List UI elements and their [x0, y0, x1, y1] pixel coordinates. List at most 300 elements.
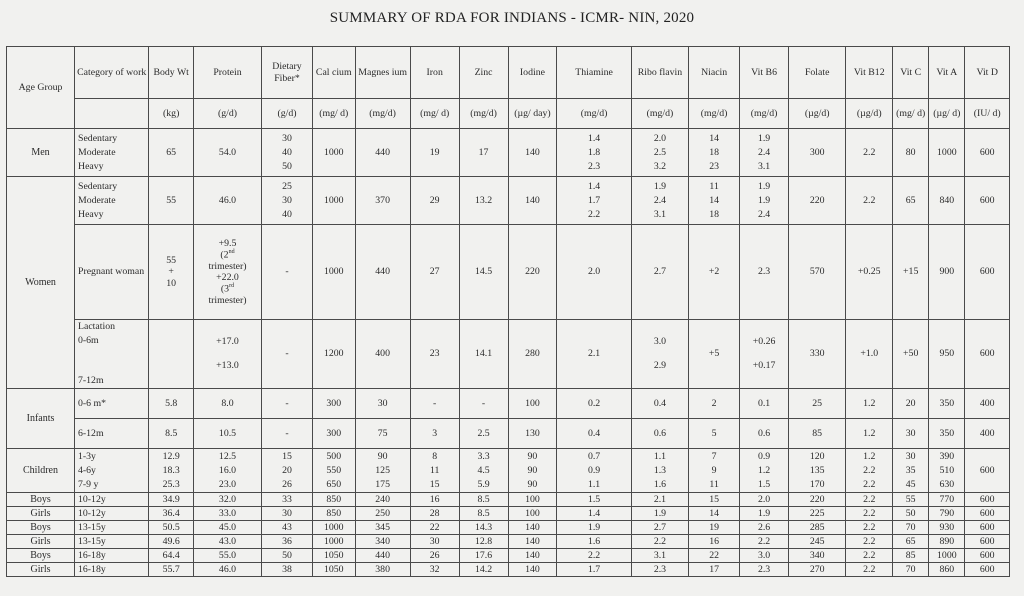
cell-value: +17.0	[216, 336, 239, 347]
women-folate: 220	[789, 177, 846, 225]
table-row	[7, 419, 1010, 449]
cell-value: 23	[709, 160, 720, 172]
infant-protein: 10.5	[194, 419, 262, 449]
men-vitc: 80	[893, 129, 929, 177]
cell-b12: 2.2	[846, 507, 893, 521]
cell-value: 2.2	[863, 478, 876, 490]
cell-iron: 22	[410, 521, 459, 535]
cell-value: 90	[527, 464, 538, 476]
cell-zinc: 14.2	[459, 563, 508, 577]
header-vit-d: Vit D	[965, 47, 1010, 99]
cell-value: 1.2	[863, 450, 876, 462]
cell-iron: 30	[410, 535, 459, 549]
cell-b6: 2.3	[740, 563, 789, 577]
lactation-iodine: 280	[508, 320, 557, 389]
cell-value: 510	[939, 464, 955, 476]
cell-zinc: 17.6	[459, 549, 508, 563]
cell-vita: 890	[929, 535, 965, 549]
children-vitd: 600	[965, 449, 1010, 493]
cell-thiamine: 1.9	[557, 521, 631, 535]
cell-value: 23.0	[218, 478, 237, 490]
cell-value: 175	[375, 478, 390, 490]
men-b6	[740, 129, 789, 177]
cell-value: 90	[377, 450, 388, 462]
cell-value: 30	[282, 132, 292, 144]
trimester-note: (2nd	[220, 249, 235, 261]
cell-niacin: 22	[689, 549, 740, 563]
group-label: Boys	[7, 521, 75, 535]
cell-folate: 245	[789, 535, 846, 549]
infant-vitd: 400	[965, 419, 1010, 449]
infant-iodine: 130	[508, 419, 557, 449]
cell-protein: 43.0	[194, 535, 262, 549]
women-b12: 2.2	[846, 177, 893, 225]
category-label: Heavy	[78, 160, 104, 172]
cell-vita: 930	[929, 521, 965, 535]
cell-value: 20	[282, 464, 292, 476]
cell-protein: 46.0	[194, 563, 262, 577]
women-magnesium: 370	[355, 177, 410, 225]
women-thiamine	[557, 177, 631, 225]
infant-zinc: -	[459, 389, 508, 419]
cell-folate: 225	[789, 507, 846, 521]
infant-calcium: 300	[313, 389, 356, 419]
children-calcium	[313, 449, 356, 493]
infant-iron: 3	[410, 419, 459, 449]
cell-value: 10	[166, 277, 177, 289]
table-row	[7, 535, 1010, 549]
cell-zinc: 12.8	[459, 535, 508, 549]
lactation-vita: 950	[929, 320, 965, 389]
men-thiamine	[557, 129, 631, 177]
cell-riboflavin: 2.7	[631, 521, 688, 535]
cell-value: 1.5	[757, 478, 771, 490]
cell-vitc: 55	[893, 493, 929, 507]
cell-value: 30	[905, 450, 916, 462]
cell-folate: 340	[789, 549, 846, 563]
lactation-iron: 23	[410, 320, 459, 389]
children-thiamine	[557, 449, 631, 493]
men-iron: 19	[410, 129, 459, 177]
unit-niacin: (mg/d)	[689, 99, 740, 129]
infant-vita: 350	[929, 419, 965, 449]
cell-protein: 55.0	[194, 549, 262, 563]
cell-iodine: 140	[508, 535, 557, 549]
children-bodywt	[149, 449, 194, 493]
header-vit-b12: Vit B12	[846, 47, 893, 99]
cell-vitd: 600	[965, 535, 1010, 549]
table-row	[7, 225, 1010, 320]
category-label: 4-6y	[78, 464, 96, 476]
unit-iron: (mg/ d)	[410, 99, 459, 129]
cell-bodywt: 55.7	[149, 563, 194, 577]
category-label: Sedentary	[78, 132, 118, 144]
cell-b6: 2.0	[740, 493, 789, 507]
cell-iodine: 140	[508, 549, 557, 563]
cell-fiber: 36	[262, 535, 313, 549]
cell-value: 3.2	[653, 160, 667, 172]
children-riboflavin	[631, 449, 688, 493]
pregnant-vitd: 600	[965, 225, 1010, 320]
category-label: Sedentary	[78, 180, 118, 192]
cell-value: 0.7	[587, 450, 601, 462]
pregnant-protein	[194, 225, 262, 320]
lactation-folate: 330	[789, 320, 846, 389]
cell-value: 55	[166, 255, 177, 267]
pregnant-b6: 2.3	[740, 225, 789, 320]
children-iodine	[508, 449, 557, 493]
cell-magnesium: 250	[355, 507, 410, 521]
cell-value: 125	[375, 464, 390, 476]
unit-vit-c: (mg/ d)	[893, 99, 929, 129]
pregnant-riboflavin: 2.7	[631, 225, 688, 320]
women-fiber	[262, 177, 313, 225]
lactation-protein	[194, 320, 262, 389]
cell-iodine: 100	[508, 507, 557, 521]
group-label: Girls	[7, 507, 75, 521]
infant-fiber: -	[262, 389, 313, 419]
group-label-children: Children	[7, 449, 75, 493]
cell-value: 5.9	[477, 478, 490, 490]
infant-b12: 1.2	[846, 389, 893, 419]
cell-value: 1.9	[757, 194, 771, 206]
cell-bodywt: 34.9	[149, 493, 194, 507]
children-vitc	[893, 449, 929, 493]
cell-value: 170	[809, 478, 825, 490]
cell-calcium: 850	[313, 507, 356, 521]
cell-iron: 32	[410, 563, 459, 577]
cell-zinc: 14.3	[459, 521, 508, 535]
group-label-women: Women	[7, 177, 75, 389]
men-niacin	[689, 129, 740, 177]
cell-value: 1.3	[653, 464, 667, 476]
category-label: 16-18y	[75, 563, 149, 577]
cell-value: 1.1	[587, 478, 601, 490]
pregnant-vita: 900	[929, 225, 965, 320]
category-label: 7-9 y	[78, 478, 99, 490]
children-protein	[194, 449, 262, 493]
women-calcium: 1000	[313, 177, 356, 225]
category-label: 0-6m	[78, 335, 99, 346]
infant-category: 0-6 m*	[75, 389, 149, 419]
men-vita: 1000	[929, 129, 965, 177]
cell-value: 12.9	[162, 450, 180, 462]
cell-folate: 285	[789, 521, 846, 535]
cell-value: +0.26	[752, 336, 776, 347]
cell-b12: 2.2	[846, 549, 893, 563]
cell-b6: 2.2	[740, 535, 789, 549]
cell-thiamine: 1.7	[557, 563, 631, 577]
cell-value: 30	[282, 194, 292, 206]
lactation-bodywt	[149, 320, 194, 389]
table-row	[7, 521, 1010, 535]
pregnant-vitc: +15	[893, 225, 929, 320]
rda-table	[6, 46, 1010, 577]
cell-magnesium: 240	[355, 493, 410, 507]
lactation-b12: +1.0	[846, 320, 893, 389]
infant-vitc: 30	[893, 419, 929, 449]
cell-value: 9	[711, 464, 717, 476]
cell-iodine: 140	[508, 521, 557, 535]
cell-bodywt: 49.6	[149, 535, 194, 549]
infant-bodywt: 8.5	[149, 419, 194, 449]
cell-value: 11	[709, 478, 719, 490]
lactation-vitc: +50	[893, 320, 929, 389]
lactation-calcium: 1200	[313, 320, 356, 389]
cell-value: 40	[282, 208, 292, 220]
unit-iodine: (µg/ day)	[508, 99, 557, 129]
header-vit-a: Vit A	[929, 47, 965, 99]
header-category: Category of work	[75, 47, 149, 99]
cell-value: 2.5	[653, 146, 667, 158]
category-label: Heavy	[78, 208, 104, 220]
men-bodywt: 65	[149, 129, 194, 177]
cell-bodywt: 50.5	[149, 521, 194, 535]
header-row	[7, 47, 1010, 99]
header-iron: Iron	[410, 47, 459, 99]
cell-value: +22.0	[216, 272, 239, 283]
group-label-infants: Infants	[7, 389, 75, 449]
cell-b12: 2.2	[846, 521, 893, 535]
units-category	[75, 99, 149, 129]
infant-zinc: 2.5	[459, 419, 508, 449]
pregnant-zinc: 14.5	[459, 225, 508, 320]
pregnant-category: Pregnant woman	[75, 225, 149, 320]
infant-niacin: 2	[689, 389, 740, 419]
category-label: 13-15y	[75, 521, 149, 535]
header-zinc: Zinc	[459, 47, 508, 99]
cell-vitd: 600	[965, 507, 1010, 521]
cell-value: 1.7	[587, 194, 601, 206]
trimester-note: (3rd	[220, 283, 235, 295]
cell-value: 2.9	[653, 360, 667, 371]
cell-calcium: 850	[313, 493, 356, 507]
cell-vitc: 70	[893, 521, 929, 535]
infant-folate: 25	[789, 389, 846, 419]
cell-value: 1.1	[653, 450, 667, 462]
cell-value: 25.3	[162, 478, 180, 490]
unit-vit-b6: (mg/d)	[740, 99, 789, 129]
header-vit-c: Vit C	[893, 47, 929, 99]
lactation-magnesium: 400	[355, 320, 410, 389]
cell-protein: 32.0	[194, 493, 262, 507]
cell-value: 8	[432, 450, 438, 462]
men-folate: 300	[789, 129, 846, 177]
cell-calcium: 1000	[313, 535, 356, 549]
header-dietary-fiber: Dietary Fiber*	[262, 47, 313, 99]
table-row	[7, 507, 1010, 521]
header-calcium: Cal cium	[313, 47, 356, 99]
men-calcium: 1000	[313, 129, 356, 177]
women-bodywt: 55	[149, 177, 194, 225]
cell-value: 500	[326, 450, 342, 462]
cell-niacin: 14	[689, 507, 740, 521]
cell-value: 390	[939, 450, 955, 462]
cell-folate: 220	[789, 493, 846, 507]
pregnant-bodywt	[149, 225, 194, 320]
cell-magnesium: 345	[355, 521, 410, 535]
category-label: 10-12y	[75, 507, 149, 521]
cell-fiber: 50	[262, 549, 313, 563]
cell-value: 15	[282, 450, 292, 462]
header-magnesium: Magnes ium	[355, 47, 410, 99]
cell-vitd: 600	[965, 493, 1010, 507]
women-iron: 29	[410, 177, 459, 225]
women-vitc: 65	[893, 177, 929, 225]
page-title: SUMMARY OF RDA FOR INDIANS - ICMR- NIN, 2020	[329, 10, 695, 26]
lactation-b6	[740, 320, 789, 389]
header-riboflavin: Ribo flavin	[631, 47, 688, 99]
lactation-category	[75, 320, 149, 389]
pregnant-thiamine: 2.0	[557, 225, 631, 320]
header-body-wt: Body Wt	[149, 47, 194, 99]
cell-vita: 790	[929, 507, 965, 521]
men-riboflavin	[631, 129, 688, 177]
children-b12	[846, 449, 893, 493]
cell-b12: 2.2	[846, 535, 893, 549]
cell-value: trimester)	[208, 294, 247, 306]
cell-b6: 2.6	[740, 521, 789, 535]
infant-vitd: 400	[965, 389, 1010, 419]
cell-calcium: 1050	[313, 563, 356, 577]
cell-magnesium: 380	[355, 563, 410, 577]
infant-b6: 0.6	[740, 419, 789, 449]
infant-fiber: -	[262, 419, 313, 449]
cell-fiber: 43	[262, 521, 313, 535]
cell-b6: 3.0	[740, 549, 789, 563]
category-label: Moderate	[78, 194, 116, 206]
pregnant-fiber: -	[262, 225, 313, 320]
children-iron	[410, 449, 459, 493]
cell-value: 2.4	[757, 208, 771, 220]
infant-thiamine: 0.2	[557, 389, 631, 419]
infant-riboflavin: 0.6	[631, 419, 688, 449]
unit-folate: (µg/d)	[789, 99, 846, 129]
cell-vita: 770	[929, 493, 965, 507]
children-fiber	[262, 449, 313, 493]
cell-riboflavin: 3.1	[631, 549, 688, 563]
cell-value: 11	[429, 464, 440, 476]
infant-vita: 350	[929, 389, 965, 419]
cell-value: 650	[326, 478, 342, 490]
header-vit-b6: Vit B6	[740, 47, 789, 99]
cell-niacin: 15	[689, 493, 740, 507]
men-magnesium: 440	[355, 129, 410, 177]
table-row	[7, 449, 1010, 493]
cell-vita: 1000	[929, 549, 965, 563]
cell-vita: 860	[929, 563, 965, 577]
cell-fiber: 33	[262, 493, 313, 507]
infant-bodywt: 5.8	[149, 389, 194, 419]
header-thiamine: Thiamine	[557, 47, 631, 99]
infant-magnesium: 30	[355, 389, 410, 419]
category-label: 7-12m	[78, 375, 104, 386]
pregnant-b12: +0.25	[846, 225, 893, 320]
header-age-group: Age Group	[7, 47, 75, 129]
cell-niacin: 19	[689, 521, 740, 535]
cell-fiber: 30	[262, 507, 313, 521]
table-row	[7, 549, 1010, 563]
pregnant-niacin: +2	[689, 225, 740, 320]
cell-thiamine: 1.4	[557, 507, 631, 521]
cell-value: 18	[709, 208, 720, 220]
group-label: Boys	[7, 549, 75, 563]
cell-value: 16.0	[218, 464, 237, 476]
unit-magnesium: (mg/d)	[355, 99, 410, 129]
cell-vitc: 70	[893, 563, 929, 577]
infant-b6: 0.1	[740, 389, 789, 419]
cell-b12: 2.2	[846, 493, 893, 507]
unit-vit-a: (µg/ d)	[929, 99, 965, 129]
cell-value: 3.0	[653, 336, 667, 347]
category-label: Lactation	[78, 321, 115, 332]
unit-calcium: (mg/ d)	[313, 99, 356, 129]
cell-value: 7	[711, 450, 717, 462]
cell-value: 1.6	[653, 478, 667, 490]
category-label: 16-18y	[75, 549, 149, 563]
unit-dietary-fiber: (g/d)	[262, 99, 313, 129]
lactation-zinc: 14.1	[459, 320, 508, 389]
cell-b12: 2.2	[846, 563, 893, 577]
infant-calcium: 300	[313, 419, 356, 449]
men-b12: 2.2	[846, 129, 893, 177]
infant-iron: -	[410, 389, 459, 419]
unit-protein: (g/d)	[194, 99, 262, 129]
cell-value: 135	[809, 464, 825, 476]
men-iodine: 140	[508, 129, 557, 177]
cell-value: 11	[709, 180, 719, 192]
pregnant-folate: 570	[789, 225, 846, 320]
cell-protein: 33.0	[194, 507, 262, 521]
cell-thiamine: 1.6	[557, 535, 631, 549]
cell-magnesium: 340	[355, 535, 410, 549]
lactation-fiber: -	[262, 320, 313, 389]
table-row	[7, 493, 1010, 507]
cell-value: 12.5	[218, 450, 237, 462]
cell-value: 0.9	[587, 464, 601, 476]
cell-protein: 45.0	[194, 521, 262, 535]
category-label: 10-12y	[75, 493, 149, 507]
cell-value: 1.2	[757, 464, 771, 476]
infant-b12: 1.2	[846, 419, 893, 449]
cell-zinc: 8.5	[459, 493, 508, 507]
women-protein: 46.0	[194, 177, 262, 225]
cell-value: 1.9	[653, 180, 667, 192]
cell-vitd: 600	[965, 563, 1010, 577]
cell-value: 15	[429, 478, 440, 490]
category-label: 1-3y	[78, 450, 96, 462]
table-row	[7, 177, 1010, 225]
cell-value: 18	[709, 146, 720, 158]
unit-vit-d: (IU/ d)	[965, 99, 1010, 129]
cell-value: 90	[527, 478, 538, 490]
cell-riboflavin: 1.9	[631, 507, 688, 521]
lactation-thiamine: 2.1	[557, 320, 631, 389]
cell-thiamine: 2.2	[557, 549, 631, 563]
infant-category: 6-12m	[75, 419, 149, 449]
pregnant-iron: 27	[410, 225, 459, 320]
cell-value: trimester)	[208, 260, 247, 272]
lactation-niacin: +5	[689, 320, 740, 389]
cell-value: +	[168, 266, 174, 278]
cell-value: 3.3	[477, 450, 490, 462]
cell-iron: 16	[410, 493, 459, 507]
men-protein: 54.0	[194, 129, 262, 177]
women-vitd: 600	[965, 177, 1010, 225]
cell-folate: 270	[789, 563, 846, 577]
cell-value: 14	[709, 132, 720, 144]
group-label: Boys	[7, 493, 75, 507]
